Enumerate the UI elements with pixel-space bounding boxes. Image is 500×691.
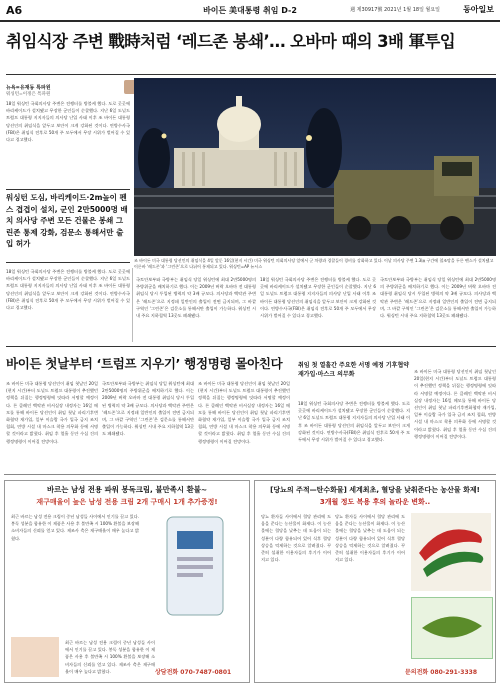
- ad2-headline: [당뇨의 주적—탄수화물] 세계최초, 혈당을 낮춰준다는 농산물 화제!: [270, 486, 480, 494]
- article1-pull-quote: 워싱턴 도심, 바리케이드·2m높이 펜스 겹겹이 설치, 군인 2만5000명 배치 의사당 주변 모든 건물은 봉쇄 그린존 통제 강화, 검문소 통해서만 출입 허가: [6, 193, 128, 248]
- article1-body-col3: 18일 워싱턴 국회의사당 주변은 전쟁터를 방불케 했다. 도로 곳곳에 바리케이드가 설치됐고 무장한 군인들이 순찰했다. 지난 6일 도널드 트럼프 대통령 지지자들의 의사당 난입 사태 이후 조 바이든 대통령 당선인의 취임식을 앞두고 보안이 크게 강화된 것이다. 연방수사국(FBI)은 취임식 전후로 50개 주 모두에서 무장 시위가 벌어질 수 있다고 경고했다.: [260, 277, 376, 319]
- section-title: 바이든 美대통령 취임 D-2: [203, 6, 297, 15]
- issue-date: 週 제30917號 2021년 1월 18일 월요일: [350, 7, 440, 13]
- article1-body-col2: 국토안보부와 국방부는 취임식 당일 워싱턴에 최대 2만5000명의 주방위군을 배치하기로 했다. 이는 2009년 버락 오바마 전 대통령 취임식 당시 투입된 병력의 약 3배 규모다. 의사당과 백악관 주변은 ‘레드존’으로 지정돼 일반인의 출입이 전면 금지되며, 그 바깥 구역인 ‘그린존’은 검문소를 통해서만 출입이 가능하다. 워싱턴 시내 주요 지하철역 13곳도 폐쇄됐다.: [136, 277, 256, 319]
- ad-diabetes: [254, 480, 496, 683]
- ad-divider: [4, 474, 496, 475]
- newspaper-logo: 동아일보: [463, 4, 494, 14]
- article1-body-intro: 18일 워싱턴 국회의사당 주변은 전쟁터를 방불케 했다. 도로 곳곳에 바리케이드가 설치됐고 무장한 군인들이 순찰했다. 지난 6일 도널드 트럼프 대통령 지지자들의 의사당 난입 사태 이후 조 바이든 대통령 당선인의 취임식을 앞두고 보안이 크게 강화된 것이다. 연방수사국(FBI)은 취임식 전후로 50개 주 모두에서 무장 시위가 벌어질 수 있다고 경고했다.: [6, 101, 130, 143]
- chili-image: [411, 513, 491, 591]
- ad1-body: 최근 바르는 남성 전용 크림이 중년 남성들 사이에서 인기를 끌고 있다. 봉독 성분을 함유한 이 제품은 사용 후 불만족 시 100% 환불을 보장해 소비자들의 신뢰를 얻고 있다. 제조사 측은 재구매율이 매우 높다고 밝혔다.: [11, 514, 139, 541]
- article1-byline: 뉴욕=유재동 특파원: [6, 85, 51, 91]
- article1-body-col1: 18일 워싱턴 국회의사당 주변은 전쟁터를 방불케 했다. 도로 곳곳에 바리케이드가 설치됐고 무장한 군인들이 순찰했다. 지난 6일 도널드 트럼프 대통령 지지자들의 의사당 난입 사태 이후 조 바이든 대통령 당선인의 취임식을 앞두고 보안이 크게 강화된 것이다. 연방수사국(FBI)은 취임식 전후로 50개 주 모두에서 무장 시위가 벌어질 수 있다고 경고했다.: [6, 269, 130, 311]
- ad2-body-col2: 당뇨 환자들 사이에서 혈당 관리에 도움을 준다는 농산물이 화제다. 이 농산물에는 혈당을 낮추는 데 도움이 되는 성분이 다량 함유되어 있어 식후 혈당 상승을 억제하는 것으로 알려졌다. 꾸준히 섭취한 이용자들의 후기가 이어지고 있다.: [335, 514, 405, 563]
- ad1-body-2: 최근 바르는 남성 전용 크림이 중년 남성들 사이에서 인기를 끌고 있다. 봉독 성분을 함유한 이 제품은 사용 후 불만족 시 100% 환불을 보장해 소비자들의 신뢰를 얻고 있다. 제조사 측은 재구매율이 매우 높다고 밝혔다.: [65, 640, 155, 674]
- photo-caption: 조 바이든 미국 대통령 당선인의 취임식을 4일 앞둔 16일(현지 시간) 미국 워싱턴 의회의사당 앞에서 군 차량과 경찰들이 경비를 강화하고 있다. 이날 의사당 주변 1.3㎞ 구간에 철조망을 두른 펜스가 설치됐고 이른바 ‘레드존’과 ‘그린존’으로 나뉘어 통제되고 있다. 워싱턴=AP 뉴시스: [134, 258, 494, 269]
- column-divider: [132, 268, 133, 342]
- headline-divider: [6, 74, 496, 75]
- ad2-phone: 문의전화 080-291-3338: [405, 669, 478, 676]
- article1-body-col4: 국토안보부와 국방부는 취임식 당일 워싱턴에 최대 2만5000명의 주방위군을 배치하기로 했다. 이는 2009년 버락 오바마 전 대통령 취임식 당시 투입된 병력의 약 3배 규모다. 의사당과 백악관 주변은 ‘레드존’으로 지정돼 일반인의 출입이 전면 금지되며, 그 바깥 구역인 ‘그린존’은 검문소를 통해서만 출입이 가능하다. 워싱턴 시내 주요 지하철역 13곳도 폐쇄됐다.: [380, 277, 496, 319]
- ad1-subline: 재구매율이 높은 남성 전용 크림 2개 구매시 1개 추가증정!: [36, 498, 218, 506]
- article1-headline: 취임식장 주변 戰時처럼 ‘레드존 봉쇄’… 오바마 때의 3배 軍투입: [6, 32, 456, 51]
- article2-body-col2: 국토안보부와 국방부는 취임식 당일 워싱턴에 최대 2만5000명의 주방위군을 배치하기로 했다. 이는 2009년 버락 오바마 전 대통령 취임식 당시 투입된 병력의 약 3배 규모다. 의사당과 백악관 주변은 ‘레드존’으로 지정돼 일반인의 출입이 전면 금지되며, 그 바깥 구역인 ‘그린존’은 검문소를 통해서만 출입이 가능하다. 워싱턴 시내 주요 지하철역 13곳도 폐쇄됐다.: [102, 381, 194, 437]
- ad1-phone: 상담전화 070-7487-0801: [155, 669, 232, 676]
- product-image: [147, 511, 243, 621]
- article2-body-col1: 조 바이든 미국 대통령 당선인이 취임 첫날인 20일(현지 시간)부터 도널드 트럼프 대통령이 추진했던 정책을 뒤집는 행정명령에 잇따라 서명할 예정이다. 론 클레인 백악관 비서실장 내정자는 16일 메모를 통해 바이든 당선인이 취임 첫날 파리기후변화협약 재가입, 일부 이슬람 국가 입국 금지 조치 철회, 연방 시설 내 마스크 착용 의무화 등에 서명할 것이라고 밝혔다. 취임 후 열흘 동안 수십 건의 행정명령이 이어질 전망이다.: [6, 381, 98, 444]
- pullquote-bottom-rule: [6, 262, 130, 263]
- article2-body-col5: 조 바이든 미국 대통령 당선인이 취임 첫날인 20일(현지 시간)부터 도널드 트럼프 대통령이 추진했던 정책을 뒤집는 행정명령에 잇따라 서명할 예정이다. 론 클레인 백악관 비서실장 내정자는 16일 메모를 통해 바이든 당선인이 취임 첫날 파리기후변화협약 재가입, 일부 이슬람 국가 입국 금지 조치 철회, 연방 시설 내 마스크 착용 의무화 등에 서명할 것이라고 밝혔다. 취임 후 열흘 동안 수십 건의 행정명령이 이어질 전망이다.: [414, 369, 496, 439]
- article2-headline: 바이든 첫날부터 ‘트럼프 지우기’ 행정명령 몰아친다: [6, 356, 283, 371]
- page-header: [0, 0, 500, 22]
- article2-body-col4: 18일 워싱턴 국회의사당 주변은 전쟁터를 방불케 했다. 도로 곳곳에 바리케이드가 설치됐고 무장한 군인들이 순찰했다. 지난 6일 도널드 트럼프 대통령 지지자들의 의사당 난입 사태 이후 조 바이든 대통령 당선인의 취임식을 앞두고 보안이 크게 강화된 것이다. 연방수사국(FBI)은 취임식 전후로 50개 주 모두에서 무장 시위가 벌어질 수 있다고 경고했다.: [298, 401, 410, 443]
- model-photo: [11, 637, 59, 677]
- article2-subhead: 취임 첫 열흘간 주요한 서명 예정 기후협약 재가입·마스크 의무화: [298, 362, 410, 378]
- article2-body-col3: 조 바이든 미국 대통령 당선인이 취임 첫날인 20일(현지 시간)부터 도널드 트럼프 대통령이 추진했던 정책을 뒤집는 행정명령에 잇따라 서명할 예정이다. 론 클레인 백악관 비서실장 내정자는 16일 메모를 통해 바이든 당선인이 취임 첫날 파리기후변화협약 재가입, 일부 이슬람 국가 입국 금지 조치 철회, 연방 시설 내 마스크 착용 의무화 등에 서명할 것이라고 밝혔다. 취임 후 열흘 동안 수십 건의 행정명령이 이어질 전망이다.: [198, 381, 290, 444]
- ad-cream: [4, 480, 250, 683]
- pullquote-top-rule: [6, 189, 130, 190]
- article1-byline-sub: 워싱턴=이정은 특파원: [6, 92, 51, 97]
- section-divider: [6, 346, 496, 347]
- gourd-image: [411, 597, 493, 659]
- ad1-headline: 바르는 남성 전용 파워 봉독크림, 불만족시 환불~: [46, 485, 208, 494]
- ad2-subline: 3개월 정도 복용 후의 놀라운 변화..: [319, 498, 431, 506]
- page-number: A6: [6, 4, 23, 17]
- ad2-body-col1: 당뇨 환자들 사이에서 혈당 관리에 도움을 준다는 농산물이 화제다. 이 농산물에는 혈당을 낮추는 데 도움이 되는 성분이 다량 함유되어 있어 식후 혈당 상승을 억제하는 것으로 알려졌다. 꾸준히 섭취한 이용자들의 후기가 이어지고 있다.: [261, 514, 331, 563]
- capitol-photo: [134, 78, 496, 256]
